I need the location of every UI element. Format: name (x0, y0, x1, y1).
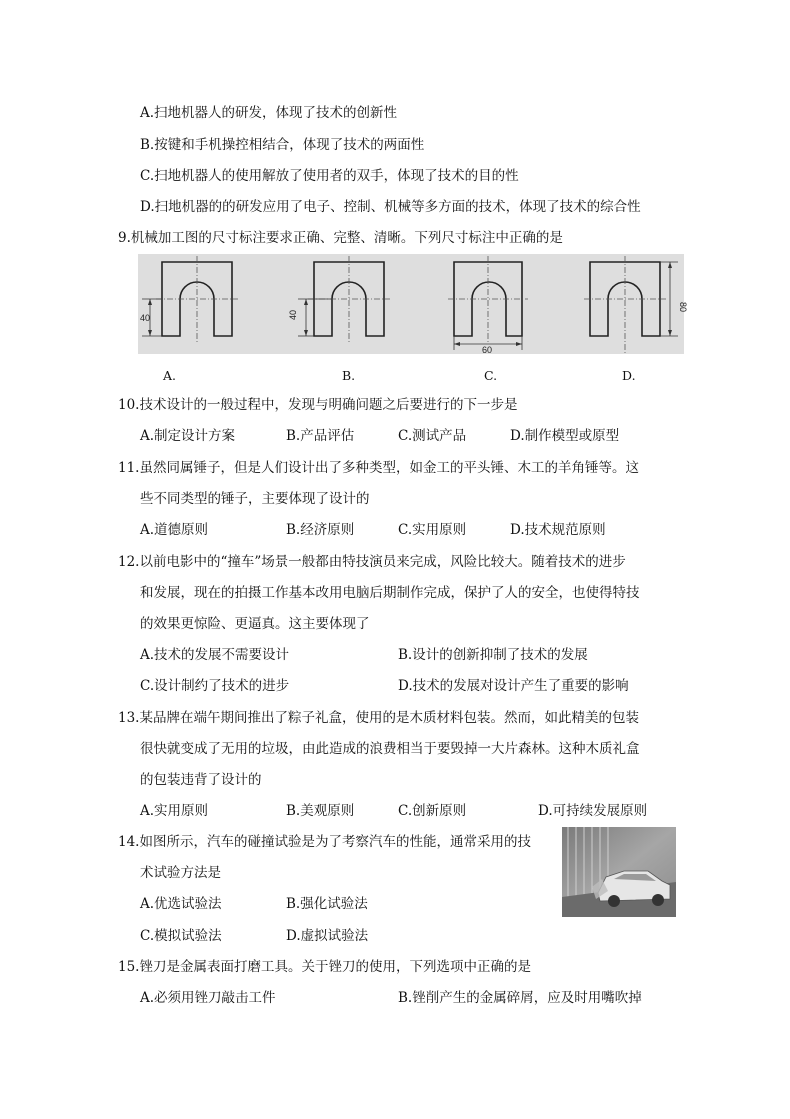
q14-stem-line-1: 14.如图所示，汽车的碰撞试验是为了考察汽车的性能，通常采用的技 (118, 834, 531, 850)
q12-option-d: D.技术的发展对设计产生了重要的影响 (398, 678, 629, 694)
q12-option-b: B.设计的创新抑制了技术的发展 (398, 647, 588, 663)
q8-option-c: C.扫地机器人的使用解放了使用者的双手，体现了技术的目的性 (140, 168, 519, 184)
q12-option-a: A.技术的发展不需要设计 (140, 647, 290, 663)
q13-stem-line-2: 很快就变成了无用的垃圾，由此造成的浪费相当于要毁掉一大片森林。这种木质礼盒 (140, 741, 640, 757)
q12-stem-line-3: 的效果更惊险、更逼真。这主要体现了 (140, 616, 370, 632)
q9-label-b: B. (342, 368, 356, 383)
q13-option-b: B.美观原则 (286, 803, 355, 819)
q11-stem-line-2: 些不同类型的锤子，主要体现了设计的 (140, 491, 370, 507)
q11-stem-line-1: 11.虽然同属锤子，但是人们设计出了多种类型，如金工的平头锤、木工的羊角锤等。这 (118, 460, 639, 476)
q13-option-d: D.可持续发展原则 (538, 803, 648, 819)
q10-option-a: A.制定设计方案 (140, 428, 236, 444)
q10-option-c: C.测试产品 (398, 428, 467, 444)
q9-dim-d: 80 (678, 302, 688, 313)
q11-option-b: B.经济原则 (286, 522, 355, 538)
q10-option-d: D.制作模型或原型 (510, 428, 620, 444)
q8-option-d: D.扫地机器的的研发应用了电子、控制、机械等多方面的技术，体现了技术的综合性 (140, 199, 641, 215)
q14-option-a: A.优选试验法 (140, 896, 222, 912)
q12-stem-line-1: 12.以前电影中的“撞车”场景一般都由特技演员来完成，风险比较大。随着技术的进步 (118, 554, 626, 570)
q9-dim-b: 40 (288, 309, 298, 320)
q9-dim-c: 60 (482, 345, 493, 355)
q9-label-c: C. (484, 368, 498, 383)
q9-stem: 9.机械加工图的尺寸标注要求正确、完整、清晰。下列尺寸标注中正确的是 (118, 230, 563, 246)
q14-stem-line-2: 术试验方法是 (140, 865, 221, 881)
q11-option-c: C.实用原则 (398, 522, 467, 538)
q14-option-c: C.模拟试验法 (140, 928, 222, 944)
q13-option-c: C.创新原则 (398, 803, 467, 819)
q12-stem-line-2: 和发展，现在的拍摄工作基本改用电脑后期制作完成，保护了人的安全，也使得特技 (140, 585, 640, 601)
q14-option-b: B.强化试验法 (286, 896, 368, 912)
q8-option-a: A.扫地机器人的研发，体现了技术的创新性 (140, 105, 398, 121)
q15-option-a: A.必须用锉刀敲击工件 (140, 990, 276, 1006)
q13-option-a: A.实用原则 (140, 803, 209, 819)
q11-option-a: A.道德原则 (140, 522, 209, 538)
q9-dim-a: 40 (140, 313, 151, 323)
q8-option-b: B.按键和手机操控相结合，体现了技术的两面性 (140, 137, 425, 153)
q13-stem-line-3: 的包装违背了设计的 (140, 772, 262, 788)
q14-option-d: D.虚拟试验法 (286, 928, 369, 944)
q11-option-d: D.技术规范原则 (510, 522, 606, 538)
q12-option-c: C.设计制约了技术的进步 (140, 678, 290, 694)
q9-dimension-figure (138, 254, 688, 355)
q10-option-b: B.产品评估 (286, 428, 355, 444)
q9-label-a: A. (163, 368, 177, 383)
q15-stem: 15.锉刀是金属表面打磨工具。关于锉刀的使用，下列选项中正确的是 (118, 959, 531, 975)
car-crash-test-photo (562, 827, 676, 917)
q13-stem-line-1: 13.某品牌在端午期间推出了粽子礼盒，使用的是木质材料包装。然而，如此精美的包装 (118, 710, 639, 726)
q10-stem: 10.技术设计的一般过程中，发现与明确问题之后要进行的下一步是 (118, 397, 518, 413)
q15-option-b: B.锉削产生的金属碎屑，应及时用嘴吹掉 (398, 990, 642, 1006)
q9-label-d: D. (622, 368, 636, 383)
